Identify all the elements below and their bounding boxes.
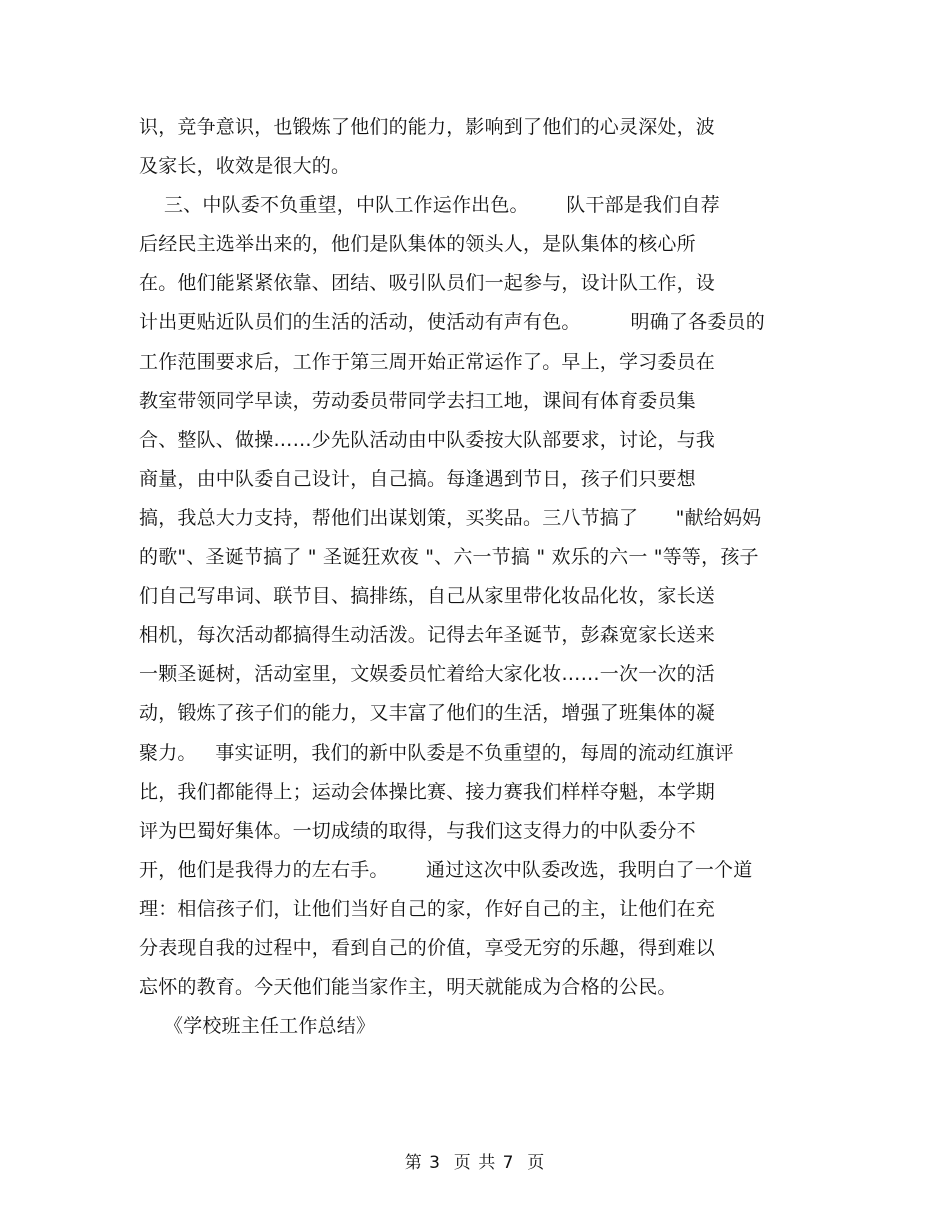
text-line: 后经民主选举出来的，他们是队集体的领头人，是队集体的核心所: [139, 233, 696, 256]
text-line: 识，竞争意识，也锻炼了他们的能力，影响到了他们的心灵深处，波: [139, 116, 716, 138]
body-text: [139, 108, 819, 1046]
page-number-footer: 第 3 页 共 7 页: [404, 1153, 546, 1173]
text-line: 相机，每次活动都搞得生动活泼。记得去年圣诞节，彭森宽家长送来: [139, 624, 716, 647]
text-line: 忘怀的教育。今天他们能当家作主，明天就能成为合格的公民。: [139, 976, 677, 999]
text-line: 们自己写串词、联节目、搞排练，自己从家里带化妆品化妆，家长送: [139, 585, 716, 608]
section-heading-line: 三、中队委不负重望，中队工作运作出色。 队干部是我们自荐: [139, 194, 720, 217]
text-line: 理：相信孩子们，让他们当好自己的家，作好自己的主，让他们在充: [139, 897, 716, 920]
text-line: 评为巴蜀好集体。一切成绩的取得，与我们这支得力的中队委分不: [139, 819, 696, 842]
text-line: 聚力。 事实证明，我们的新中队委是不负重望的，每周的流动红旗评: [139, 741, 734, 764]
text-line: 分表现自我的过程中，看到自己的价值，享受无穷的乐趣，得到难以: [139, 936, 716, 959]
text-line: 动，锻炼了孩子们的能力，又丰富了他们的生活，增强了班集体的凝: [139, 702, 716, 725]
text-line: 搞，我总大力支持，帮他们出谋划策，买奖品。三八节搞了 "献给妈妈: [139, 506, 762, 529]
text-line: 计出更贴近队员们的生活的活动，使活动有声有色。 明确了各委员的: [139, 311, 765, 334]
text-line: 商量，由中队委自己设计，自己搞。每逢遇到节日，孩子们只要想: [139, 467, 696, 490]
document-title-line: 《学校班主任工作总结》: [139, 1015, 376, 1038]
text-line: 合、整队、做操……少先队活动由中队委按大队部要求，讨论，与我: [139, 428, 716, 451]
text-line: 及家长，收效是很大的。: [139, 155, 351, 178]
text-line: 的歌"、圣诞节搞了 " 圣诞狂欢夜 "、六一节搞 " 欢乐的六一 "等等，孩子: [139, 546, 759, 569]
text-line: 一颗圣诞树，活动室里，文娱委员忙着给大家化妆……一次一次的活: [139, 663, 716, 686]
text-line: 教室带领同学早读，劳动委员带同学去扫工地，课间有体育委员集: [139, 389, 696, 412]
text-line: 比，我们都能得上；运动会体操比赛、接力赛我们样样夺魁，本学期: [139, 780, 716, 803]
text-line: 工作范围要求后，工作于第三周开始正常运作了。早上，学习委员在: [139, 350, 716, 373]
text-line: 开，他们是我得力的左右手。 通过这次中队委改选，我明白了一个道: [139, 858, 753, 881]
text-line: 在。他们能紧紧依靠、团结、吸引队员们一起参与，设计队工作，设: [139, 272, 716, 295]
